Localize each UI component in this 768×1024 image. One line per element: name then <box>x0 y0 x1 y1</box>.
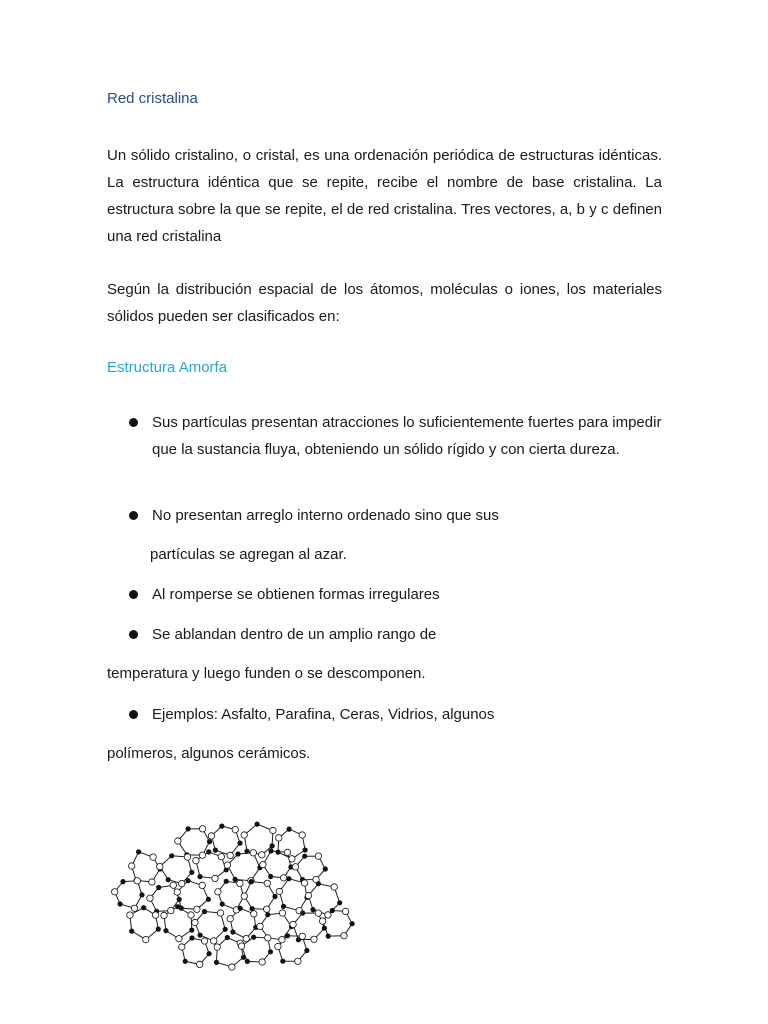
white-atom <box>279 937 285 943</box>
white-atom <box>259 959 265 965</box>
white-atom <box>194 906 200 912</box>
black-atom <box>281 904 285 908</box>
white-atom <box>170 882 176 888</box>
white-atom <box>188 912 194 918</box>
white-atom <box>227 852 233 858</box>
black-atom <box>142 906 146 910</box>
white-atom <box>264 880 270 886</box>
black-atom <box>287 877 291 881</box>
white-atom <box>157 863 163 869</box>
black-atom <box>276 850 280 854</box>
white-atom <box>315 910 321 916</box>
black-atom <box>213 848 217 852</box>
black-atom <box>157 885 161 889</box>
black-atom <box>241 955 245 959</box>
white-atom <box>147 895 153 901</box>
white-atom <box>212 875 218 881</box>
ring-bonds <box>150 885 179 911</box>
black-atom <box>190 928 194 932</box>
black-atom <box>183 959 187 963</box>
atoms-group <box>112 822 355 970</box>
white-atom <box>284 849 290 855</box>
white-atom <box>292 864 298 870</box>
black-atom <box>198 933 202 937</box>
black-atom <box>303 854 307 858</box>
white-atom <box>149 879 155 885</box>
white-atom <box>251 911 257 917</box>
black-atom <box>170 854 174 858</box>
white-atom <box>201 938 207 944</box>
white-atom <box>199 852 205 858</box>
white-atom <box>217 910 223 916</box>
white-atom <box>174 889 180 895</box>
black-atom <box>136 850 140 854</box>
bullet-item-1: Sus partículas presentan atracciones lo suficientemente fuertes para impedir que la sustancia fluya, obteniendo un sólido rígido y con cierta dureza. <box>152 414 662 458</box>
black-atom <box>326 934 330 938</box>
black-atom <box>214 960 218 964</box>
white-atom <box>265 935 271 941</box>
white-atom <box>331 884 337 890</box>
black-atom <box>206 897 210 901</box>
white-atom <box>279 910 285 916</box>
white-atom <box>276 835 282 841</box>
black-atom <box>130 929 134 933</box>
black-atom <box>186 827 190 831</box>
black-atom <box>121 879 125 883</box>
black-atom <box>207 850 211 854</box>
white-atom <box>241 893 247 899</box>
white-atom <box>184 854 190 860</box>
white-atom <box>215 889 221 895</box>
black-atom <box>245 959 249 963</box>
white-atom <box>214 944 220 950</box>
bullet-dot <box>129 630 138 639</box>
black-atom <box>220 824 224 828</box>
white-atom <box>238 943 244 949</box>
black-atom <box>140 893 144 897</box>
black-atom <box>202 909 206 913</box>
white-atom <box>134 878 140 884</box>
heading-estructura-amorfa: Estructura Amorfa <box>107 359 228 376</box>
white-atom <box>241 832 247 838</box>
bullet-dot <box>129 710 138 719</box>
bullet-item-2: No presentan arreglo interno ordenado sino que sus <box>152 507 499 524</box>
black-atom <box>255 822 259 826</box>
bullet-dot <box>129 590 138 599</box>
white-atom <box>264 906 270 912</box>
white-atom <box>259 852 265 858</box>
white-atom <box>129 863 135 869</box>
black-atom <box>164 929 168 933</box>
black-atom <box>252 935 256 939</box>
white-atom <box>237 880 243 886</box>
white-atom <box>270 827 276 833</box>
black-atom <box>281 959 285 963</box>
black-atom <box>166 878 170 882</box>
black-atom <box>287 827 291 831</box>
white-atom <box>243 935 249 941</box>
bullet-item-4: Se ablandan dentro de un amplio rango de <box>152 626 437 643</box>
ring-bonds <box>244 882 275 910</box>
black-atom <box>223 927 227 931</box>
white-atom <box>179 944 185 950</box>
white-atom <box>229 964 235 970</box>
white-atom <box>257 923 263 929</box>
white-atom <box>295 958 301 964</box>
black-atom <box>207 840 211 844</box>
white-atom <box>315 853 321 859</box>
white-atom <box>299 933 305 939</box>
heading-red-cristalina: Red cristalina <box>107 90 198 107</box>
white-atom <box>342 908 348 914</box>
black-atom <box>305 948 309 952</box>
white-atom <box>301 880 307 886</box>
black-atom <box>249 879 253 883</box>
white-atom <box>250 850 256 856</box>
black-atom <box>207 952 211 956</box>
black-atom <box>225 935 229 939</box>
white-atom <box>276 888 282 894</box>
white-atom <box>305 892 311 898</box>
white-atom <box>152 912 158 918</box>
black-atom <box>156 927 160 931</box>
ring-bonds <box>296 856 326 880</box>
white-atom <box>280 875 286 881</box>
black-atom <box>186 879 190 883</box>
black-atom <box>301 911 305 915</box>
white-atom <box>127 912 133 918</box>
black-atom <box>176 905 180 909</box>
white-atom <box>341 933 347 939</box>
white-atom <box>290 921 296 927</box>
white-atom <box>161 912 167 918</box>
white-atom <box>112 889 118 895</box>
white-atom <box>143 936 149 942</box>
white-atom <box>176 936 182 942</box>
amorphous-structure-diagram <box>100 806 358 976</box>
ring-bonds <box>178 829 210 855</box>
white-atom <box>193 857 199 863</box>
black-atom <box>238 906 242 910</box>
bullet-item-3: Al romperse se obtienen formas irregulares <box>152 586 440 603</box>
black-atom <box>323 867 327 871</box>
bullet-item-5: Ejemplos: Asfalto, Parafina, Ceras, Vidrios, algunos <box>152 706 495 723</box>
bullet-dot <box>129 418 138 427</box>
black-atom <box>224 879 228 883</box>
black-atom <box>190 870 194 874</box>
black-atom <box>322 926 326 930</box>
white-atom <box>319 918 325 924</box>
white-atom <box>150 854 156 860</box>
white-atom <box>168 907 174 913</box>
black-atom <box>316 882 320 886</box>
black-atom <box>266 913 270 917</box>
black-atom <box>273 894 277 898</box>
white-atom <box>175 838 181 844</box>
black-atom <box>330 908 334 912</box>
white-atom <box>224 862 230 868</box>
white-atom <box>199 882 205 888</box>
black-atom <box>268 950 272 954</box>
black-atom <box>245 849 249 853</box>
white-atom <box>232 826 238 832</box>
white-atom <box>131 905 137 911</box>
bullet-item-5-continuation: polímeros, algunos cerámicos. <box>107 745 311 762</box>
paragraph-clasificacion: Según la distribución espacial de los átomos, moléculas o iones, los materiales sólidos pueden ser clasificados en: <box>107 281 662 325</box>
white-atom <box>227 916 233 922</box>
white-atom <box>192 919 198 925</box>
black-atom <box>338 901 342 905</box>
white-atom <box>211 938 217 944</box>
black-atom <box>233 877 237 881</box>
white-atom <box>218 854 224 860</box>
bullet-dot <box>129 511 138 520</box>
black-atom <box>350 922 354 926</box>
paragraph-intro: Un sólido cristalino, o cristal, es una ordenación periódica de estructuras idénticas. La estructura idéntica que se repite, recibe el nombre de base cristalina. La estructura sobre la que se repite, el de red cristalina. Tres vectores, a, b y c definen una red cristalina <box>107 147 662 245</box>
white-atom <box>208 833 214 839</box>
bullet-item-4-continuation: temperatura y luego funden o se descomponen. <box>107 665 426 682</box>
black-atom <box>270 844 274 848</box>
white-atom <box>197 961 203 967</box>
black-atom <box>190 936 194 940</box>
black-atom <box>231 930 235 934</box>
white-atom <box>275 943 281 949</box>
black-atom <box>220 902 224 906</box>
white-atom <box>311 936 317 942</box>
white-atom <box>199 826 205 832</box>
black-atom <box>269 874 273 878</box>
white-atom <box>260 862 266 868</box>
bullet-item-2-continuation: partículas se agregan al azar. <box>150 546 347 563</box>
black-atom <box>236 852 240 856</box>
black-atom <box>285 934 289 938</box>
black-atom <box>177 897 181 901</box>
black-atom <box>269 849 273 853</box>
black-atom <box>238 841 242 845</box>
black-atom <box>303 848 307 852</box>
white-atom <box>289 856 295 862</box>
black-atom <box>311 907 315 911</box>
white-atom <box>179 880 185 886</box>
black-atom <box>198 874 202 878</box>
white-atom <box>325 912 331 918</box>
black-atom <box>118 902 122 906</box>
white-atom <box>299 832 305 838</box>
